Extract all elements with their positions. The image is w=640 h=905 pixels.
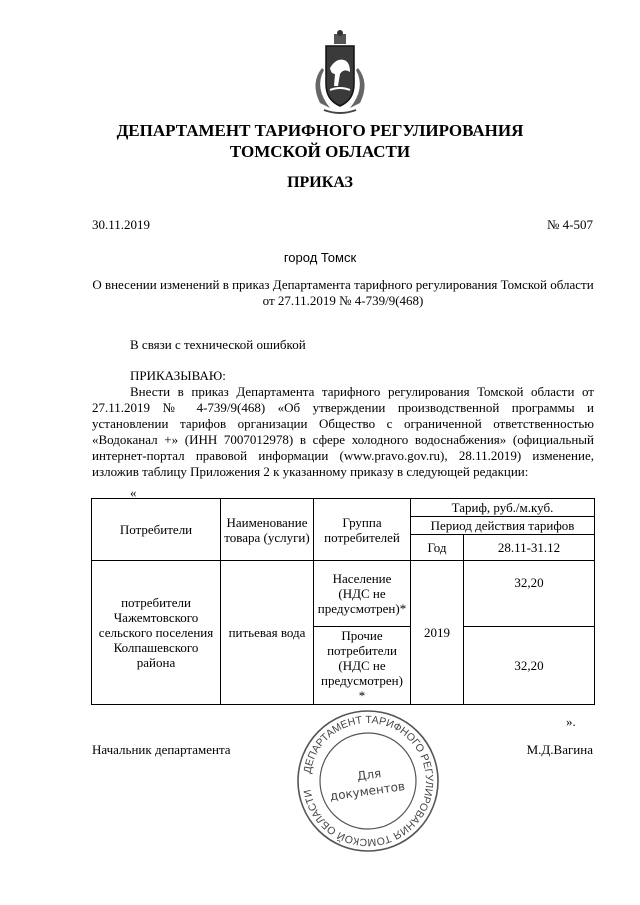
signatory-name: М.Д.Вагина: [526, 742, 593, 757]
header-period: Период действия тарифов: [411, 517, 595, 535]
cell-group-2: Прочие потребители (НДС не предусмотрен) *: [314, 627, 411, 705]
header-range: 28.11-31.12: [464, 535, 595, 561]
stamp-center-line-2: документов: [328, 778, 406, 804]
reason-text: В связи с технической ошибкой: [130, 337, 306, 352]
cell-goods: питьевая вода: [221, 561, 314, 705]
department-line-1: ДЕПАРТАМЕНТ ТАРИФНОГО РЕГУЛИРОВАНИЯ: [116, 121, 524, 140]
cell-value-2: 32,20: [464, 627, 595, 705]
table-row: [92, 561, 595, 627]
cell-group-1: Население (НДС не предусмотрен)*: [314, 561, 411, 627]
cell-value-1: 32,20: [464, 561, 595, 627]
official-stamp: [293, 706, 443, 856]
header-tariff: Тариф, руб./м.куб.: [411, 499, 595, 517]
quote-open: «: [130, 485, 137, 500]
quote-close: ».: [566, 714, 576, 729]
order-date: 30.11.2019: [92, 217, 151, 232]
subject-line-2: от 27.11.2019 № 4-739/9(468): [262, 293, 424, 308]
order-subject: [92, 277, 594, 309]
header-consumers: Потребители: [92, 499, 221, 561]
department-name: [0, 120, 640, 162]
signatory-position: Начальник департамента: [92, 742, 231, 757]
department-line-2: ТОМСКОЙ ОБЛАСТИ: [229, 142, 411, 161]
header-goods: Наименование товара (услуги): [221, 499, 314, 561]
coat-of-arms-emblem: [300, 28, 380, 118]
cell-consumers: потребители Чажемтовского сельского поселения Колпашевского района: [92, 561, 221, 705]
order-title: ПРИКАЗ: [287, 174, 353, 191]
body-paragraph: Внести в приказ Департамента тарифного регулирования Томской области от 27.11.2019 № 4-739/9(468) «Об утверждении производственной программы и установлении тарифов организации Общество с ограниченной ответственностью «Водоканал +» (ИНН 7007012978) в сфере холодного водоснабжения» (официальный интернет-портал правовой информации (www.pravo.gov.ru), 28.11.2019) изменение, изложив таблицу Приложения 2 к указанному приказу в следующей редакции:: [92, 384, 594, 479]
subject-line-1: О внесении изменений в приказ Департамента тарифного регулирования Томской области: [92, 277, 594, 292]
stamp-center-line-1: Для: [356, 766, 383, 784]
cell-year: 2019: [411, 561, 464, 705]
header-group: Группа потребителей: [314, 499, 411, 561]
header-year: Год: [411, 535, 464, 561]
order-number: № 4-507: [547, 217, 593, 232]
tariff-table: [91, 498, 595, 705]
stamp-ring-text: ДЕПАРТАМЕНТ ТАРИФНОГО РЕГУЛИРОВАНИЯ ТОМСКОЙ ОБЛАСТИ: [301, 713, 436, 849]
city: город Томск: [283, 250, 357, 265]
order-word: ПРИКАЗЫВАЮ:: [130, 368, 226, 383]
